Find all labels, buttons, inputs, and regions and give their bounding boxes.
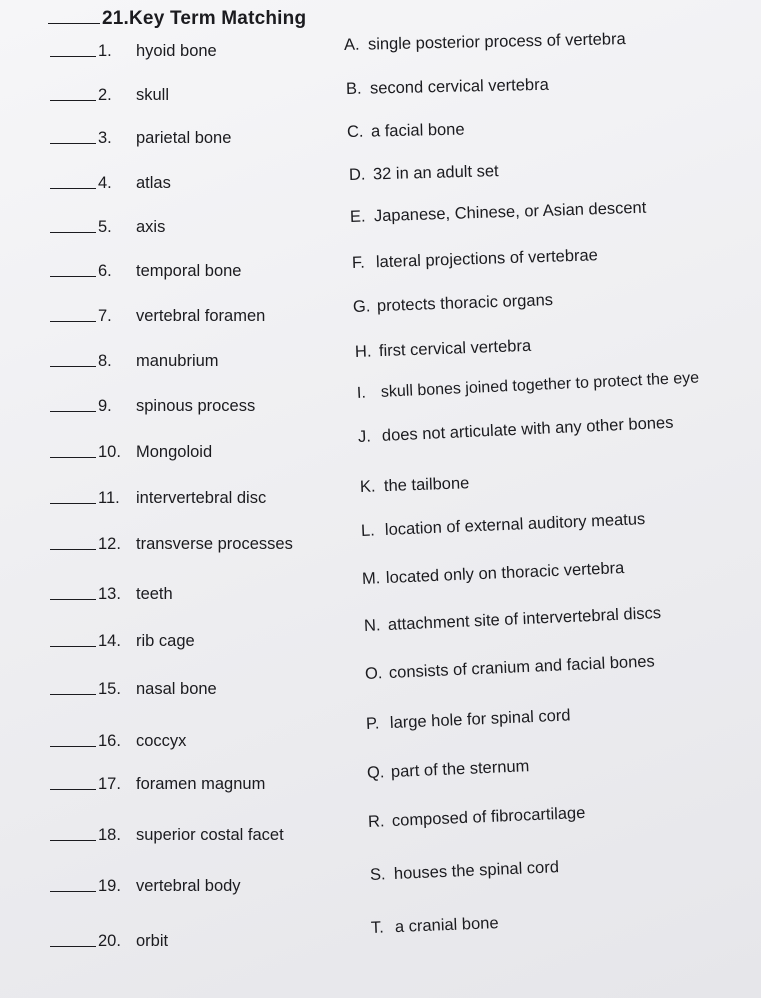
answer-blank[interactable] bbox=[50, 187, 96, 189]
section-heading bbox=[48, 0, 306, 30]
answer-blank[interactable] bbox=[50, 645, 96, 647]
definition-letter: K. bbox=[359, 477, 376, 496]
term-number: 4. bbox=[98, 174, 112, 192]
definition-letter: I. bbox=[356, 384, 367, 402]
term-number: 9. bbox=[98, 397, 112, 415]
term-number: 17. bbox=[98, 775, 121, 793]
term-number: 19. bbox=[98, 877, 121, 895]
term-number: 20. bbox=[98, 932, 121, 950]
definition-row bbox=[349, 162, 499, 185]
definition-text: a cranial bone bbox=[394, 914, 499, 937]
answer-blank[interactable] bbox=[50, 365, 96, 367]
answer-blank[interactable] bbox=[50, 456, 96, 458]
term-text: spinous process bbox=[136, 397, 256, 415]
term-text: teeth bbox=[136, 585, 173, 603]
term-text: parietal bone bbox=[136, 129, 232, 147]
term-text: foramen magnum bbox=[136, 775, 266, 793]
definition-row bbox=[362, 559, 625, 589]
definition-text: the tailbone bbox=[383, 474, 470, 496]
term-number: 1. bbox=[98, 42, 112, 60]
definition-text: first cervical vertebra bbox=[378, 336, 532, 361]
definition-letter: E. bbox=[349, 207, 366, 226]
definition-text: lateral projections of vertebrae bbox=[375, 246, 599, 272]
term-text: skull bbox=[136, 86, 170, 104]
definition-letter: G. bbox=[352, 297, 371, 316]
definition-text: composed of fibrocartilage bbox=[391, 803, 586, 830]
definition-row bbox=[370, 858, 560, 885]
term-text: vertebral foramen bbox=[136, 307, 266, 325]
definition-text: protects thoracic organs bbox=[376, 291, 554, 316]
term-row bbox=[50, 727, 186, 751]
definition-row bbox=[364, 604, 662, 636]
term-row bbox=[50, 169, 171, 193]
definition-letter: T. bbox=[370, 918, 385, 937]
term-number: 7. bbox=[98, 307, 112, 325]
section-number: 21. bbox=[102, 8, 130, 29]
definition-letter: D. bbox=[348, 165, 366, 184]
definition-row bbox=[352, 246, 598, 273]
definition-letter: O. bbox=[364, 664, 383, 683]
definition-letter: B. bbox=[345, 79, 362, 98]
term-number: 18. bbox=[98, 826, 121, 844]
definition-letter: J. bbox=[357, 427, 372, 446]
definition-text: houses the spinal cord bbox=[393, 858, 560, 883]
term-number: 8. bbox=[98, 352, 112, 370]
definition-letter: P. bbox=[365, 714, 380, 733]
definition-row bbox=[365, 652, 656, 684]
term-number: 6. bbox=[98, 262, 112, 280]
definition-row bbox=[353, 291, 554, 317]
definition-text: large hole for spinal cord bbox=[389, 706, 571, 732]
definition-text: attachment site of intervertebral discs bbox=[387, 604, 662, 634]
term-number: 2. bbox=[98, 86, 112, 104]
answer-blank[interactable] bbox=[50, 320, 96, 322]
term-text: vertebral body bbox=[136, 877, 241, 895]
definition-text: single posterior process of vertebra bbox=[367, 30, 626, 54]
term-number: 16. bbox=[98, 732, 121, 750]
answer-blank[interactable] bbox=[50, 548, 96, 550]
definition-text: located only on thoracic vertebra bbox=[385, 559, 625, 587]
definition-row bbox=[367, 757, 530, 783]
term-row bbox=[50, 821, 284, 845]
answer-blank[interactable] bbox=[50, 839, 96, 841]
term-text: manubrium bbox=[136, 352, 219, 370]
term-row bbox=[50, 213, 165, 237]
answer-blank[interactable] bbox=[50, 598, 96, 600]
definition-row bbox=[355, 337, 532, 362]
definition-row bbox=[361, 510, 646, 541]
answer-blank[interactable] bbox=[50, 945, 96, 947]
term-number: 14. bbox=[98, 632, 121, 650]
definition-text: location of external auditory meatus bbox=[384, 510, 646, 539]
term-text: orbit bbox=[136, 932, 169, 950]
term-row bbox=[50, 484, 266, 508]
definition-text: consists of cranium and facial bones bbox=[388, 652, 656, 682]
section-title bbox=[102, 8, 306, 30]
term-number: 13. bbox=[98, 585, 121, 603]
definition-text: a facial bone bbox=[370, 120, 465, 141]
definition-row bbox=[366, 706, 571, 734]
term-number: 11. bbox=[98, 489, 120, 507]
term-row bbox=[50, 392, 255, 416]
definition-row bbox=[371, 914, 499, 938]
term-text: Mongoloid bbox=[136, 443, 213, 461]
answer-blank[interactable] bbox=[50, 55, 96, 57]
answer-blank[interactable] bbox=[50, 502, 96, 504]
definition-letter: H. bbox=[354, 342, 372, 361]
term-number: 10. bbox=[98, 443, 121, 461]
term-text: intervertebral disc bbox=[136, 489, 267, 507]
answer-blank[interactable] bbox=[50, 890, 96, 892]
term-text: rib cage bbox=[136, 632, 195, 650]
term-row bbox=[50, 580, 173, 604]
answer-blank[interactable] bbox=[50, 410, 96, 412]
answer-blank[interactable] bbox=[50, 99, 96, 101]
definition-row bbox=[350, 199, 647, 227]
term-text: hyoid bone bbox=[136, 42, 217, 60]
term-number: 3. bbox=[98, 129, 112, 147]
term-row bbox=[50, 81, 169, 105]
definition-letter: F. bbox=[351, 253, 366, 272]
definition-letter: S. bbox=[369, 865, 386, 884]
term-row bbox=[50, 770, 265, 794]
definition-row bbox=[347, 121, 465, 142]
definition-row bbox=[368, 804, 586, 832]
term-text: temporal bone bbox=[136, 262, 242, 280]
definition-letter: C. bbox=[346, 122, 364, 141]
answer-blank[interactable] bbox=[50, 231, 96, 233]
term-number: 5. bbox=[98, 218, 112, 236]
term-row bbox=[50, 627, 195, 651]
term-row bbox=[50, 872, 241, 896]
answer-blank[interactable] bbox=[50, 142, 96, 144]
definition-letter: Q. bbox=[366, 763, 385, 782]
term-row bbox=[50, 438, 212, 462]
term-row bbox=[50, 37, 217, 61]
definition-text: Japanese, Chinese, or Asian descent bbox=[373, 198, 647, 226]
term-row bbox=[50, 530, 293, 554]
term-row bbox=[50, 347, 219, 371]
definition-letter: N. bbox=[363, 616, 381, 635]
definition-text: part of the sternum bbox=[390, 757, 530, 781]
answer-blank[interactable] bbox=[50, 745, 96, 747]
definition-row bbox=[358, 414, 674, 447]
answer-blank[interactable] bbox=[50, 693, 96, 695]
term-text: transverse processes bbox=[136, 535, 293, 553]
term-text: superior costal facet bbox=[136, 826, 284, 844]
term-text: coccyx bbox=[136, 732, 187, 750]
definition-text: does not articulate with any other bones bbox=[381, 413, 674, 445]
definition-row bbox=[360, 474, 470, 497]
definition-row bbox=[344, 30, 626, 55]
term-number: 15. bbox=[98, 680, 121, 698]
definition-letter: A. bbox=[343, 35, 360, 54]
definition-text: skull bones joined together to protect the eye bbox=[380, 369, 700, 401]
answer-blank[interactable] bbox=[50, 788, 96, 790]
term-text: axis bbox=[136, 218, 166, 236]
definition-text: second cervical vertebra bbox=[369, 75, 549, 98]
section-title-text: Key Term Matching bbox=[129, 8, 307, 29]
term-row bbox=[50, 927, 168, 951]
term-row bbox=[50, 302, 265, 326]
term-text: atlas bbox=[136, 174, 171, 192]
definition-letter: R. bbox=[367, 812, 385, 831]
term-row bbox=[50, 124, 231, 148]
answer-blank[interactable] bbox=[48, 22, 100, 24]
term-row bbox=[50, 257, 242, 281]
term-number: 12. bbox=[98, 535, 121, 553]
answer-blank[interactable] bbox=[50, 275, 96, 277]
definition-row bbox=[357, 369, 700, 403]
definition-letter: L. bbox=[360, 521, 376, 540]
definition-text: 32 in an adult set bbox=[372, 162, 499, 184]
definition-row bbox=[346, 76, 549, 99]
term-text: nasal bone bbox=[136, 680, 217, 698]
term-row bbox=[50, 675, 217, 699]
definition-letter: M. bbox=[361, 569, 381, 588]
